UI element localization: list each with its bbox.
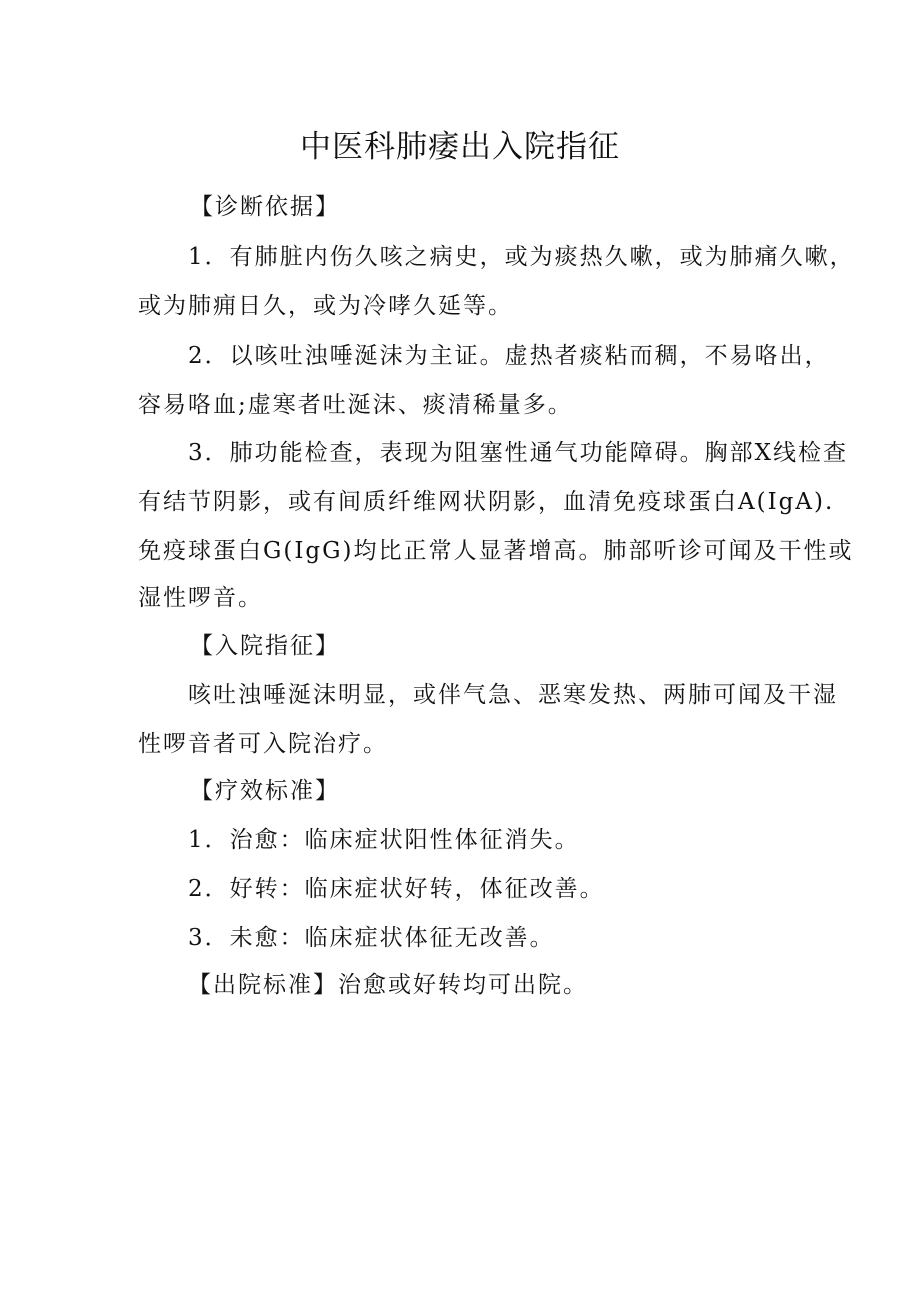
diagnosis-item3-line3: 免疫球蛋白G(IgG)均比正常人显著增高。肺部听诊可闻及干性或 [138, 538, 854, 564]
diagnosis-heading: 【诊断依据】 [190, 194, 340, 220]
diagnosis-item1-line1: 1．有肺脏内伤久咳之病史，或为痰热久嗽，或为肺痛久嗽， [188, 244, 855, 270]
diagnosis-item2-line2: 容易咯血;虚寒者吐涎沫、痰清稀量多。 [138, 392, 573, 418]
efficacy-heading: 【疗效标准】 [190, 778, 340, 804]
discharge-text: 治愈或好转均可出院。 [338, 972, 588, 998]
diagnosis-item3-line4: 湿性啰音。 [138, 585, 263, 611]
discharge-heading: 【出院标准】 [188, 972, 338, 998]
document-title: 中医科肺痿出入院指征 [300, 129, 620, 165]
diagnosis-item3-line2: 有结节阴影，或有间质纤维网状阴影，血清免疫球蛋白A(IgA). [138, 489, 835, 515]
efficacy-item1: 1．治愈：临床症状阳性体征消失。 [188, 827, 580, 853]
diagnosis-item1-line2: 或为肺痈日久，或为冷哮久延等。 [138, 293, 513, 319]
discharge-row [188, 967, 588, 1003]
diagnosis-item3-line1: 3．肺功能检查，表现为阻塞性通气功能障碍。胸部X线检查 [188, 440, 849, 466]
efficacy-item3: 3．未愈：临床症状体征无改善。 [188, 925, 555, 951]
efficacy-item2: 2．好转：临床症状好转，体征改善。 [188, 876, 605, 902]
admission-heading: 【入院指征】 [190, 633, 340, 659]
admission-line2: 性啰音者可入院治疗。 [138, 731, 388, 757]
diagnosis-item2-line1: 2．以咳吐浊唾涎沫为主证。虚热者痰粘而稠，不易咯出， [188, 343, 830, 369]
admission-line1: 咳吐浊唾涎沫明显，或伴气急、恶寒发热、两肺可闻及干湿 [188, 682, 838, 708]
